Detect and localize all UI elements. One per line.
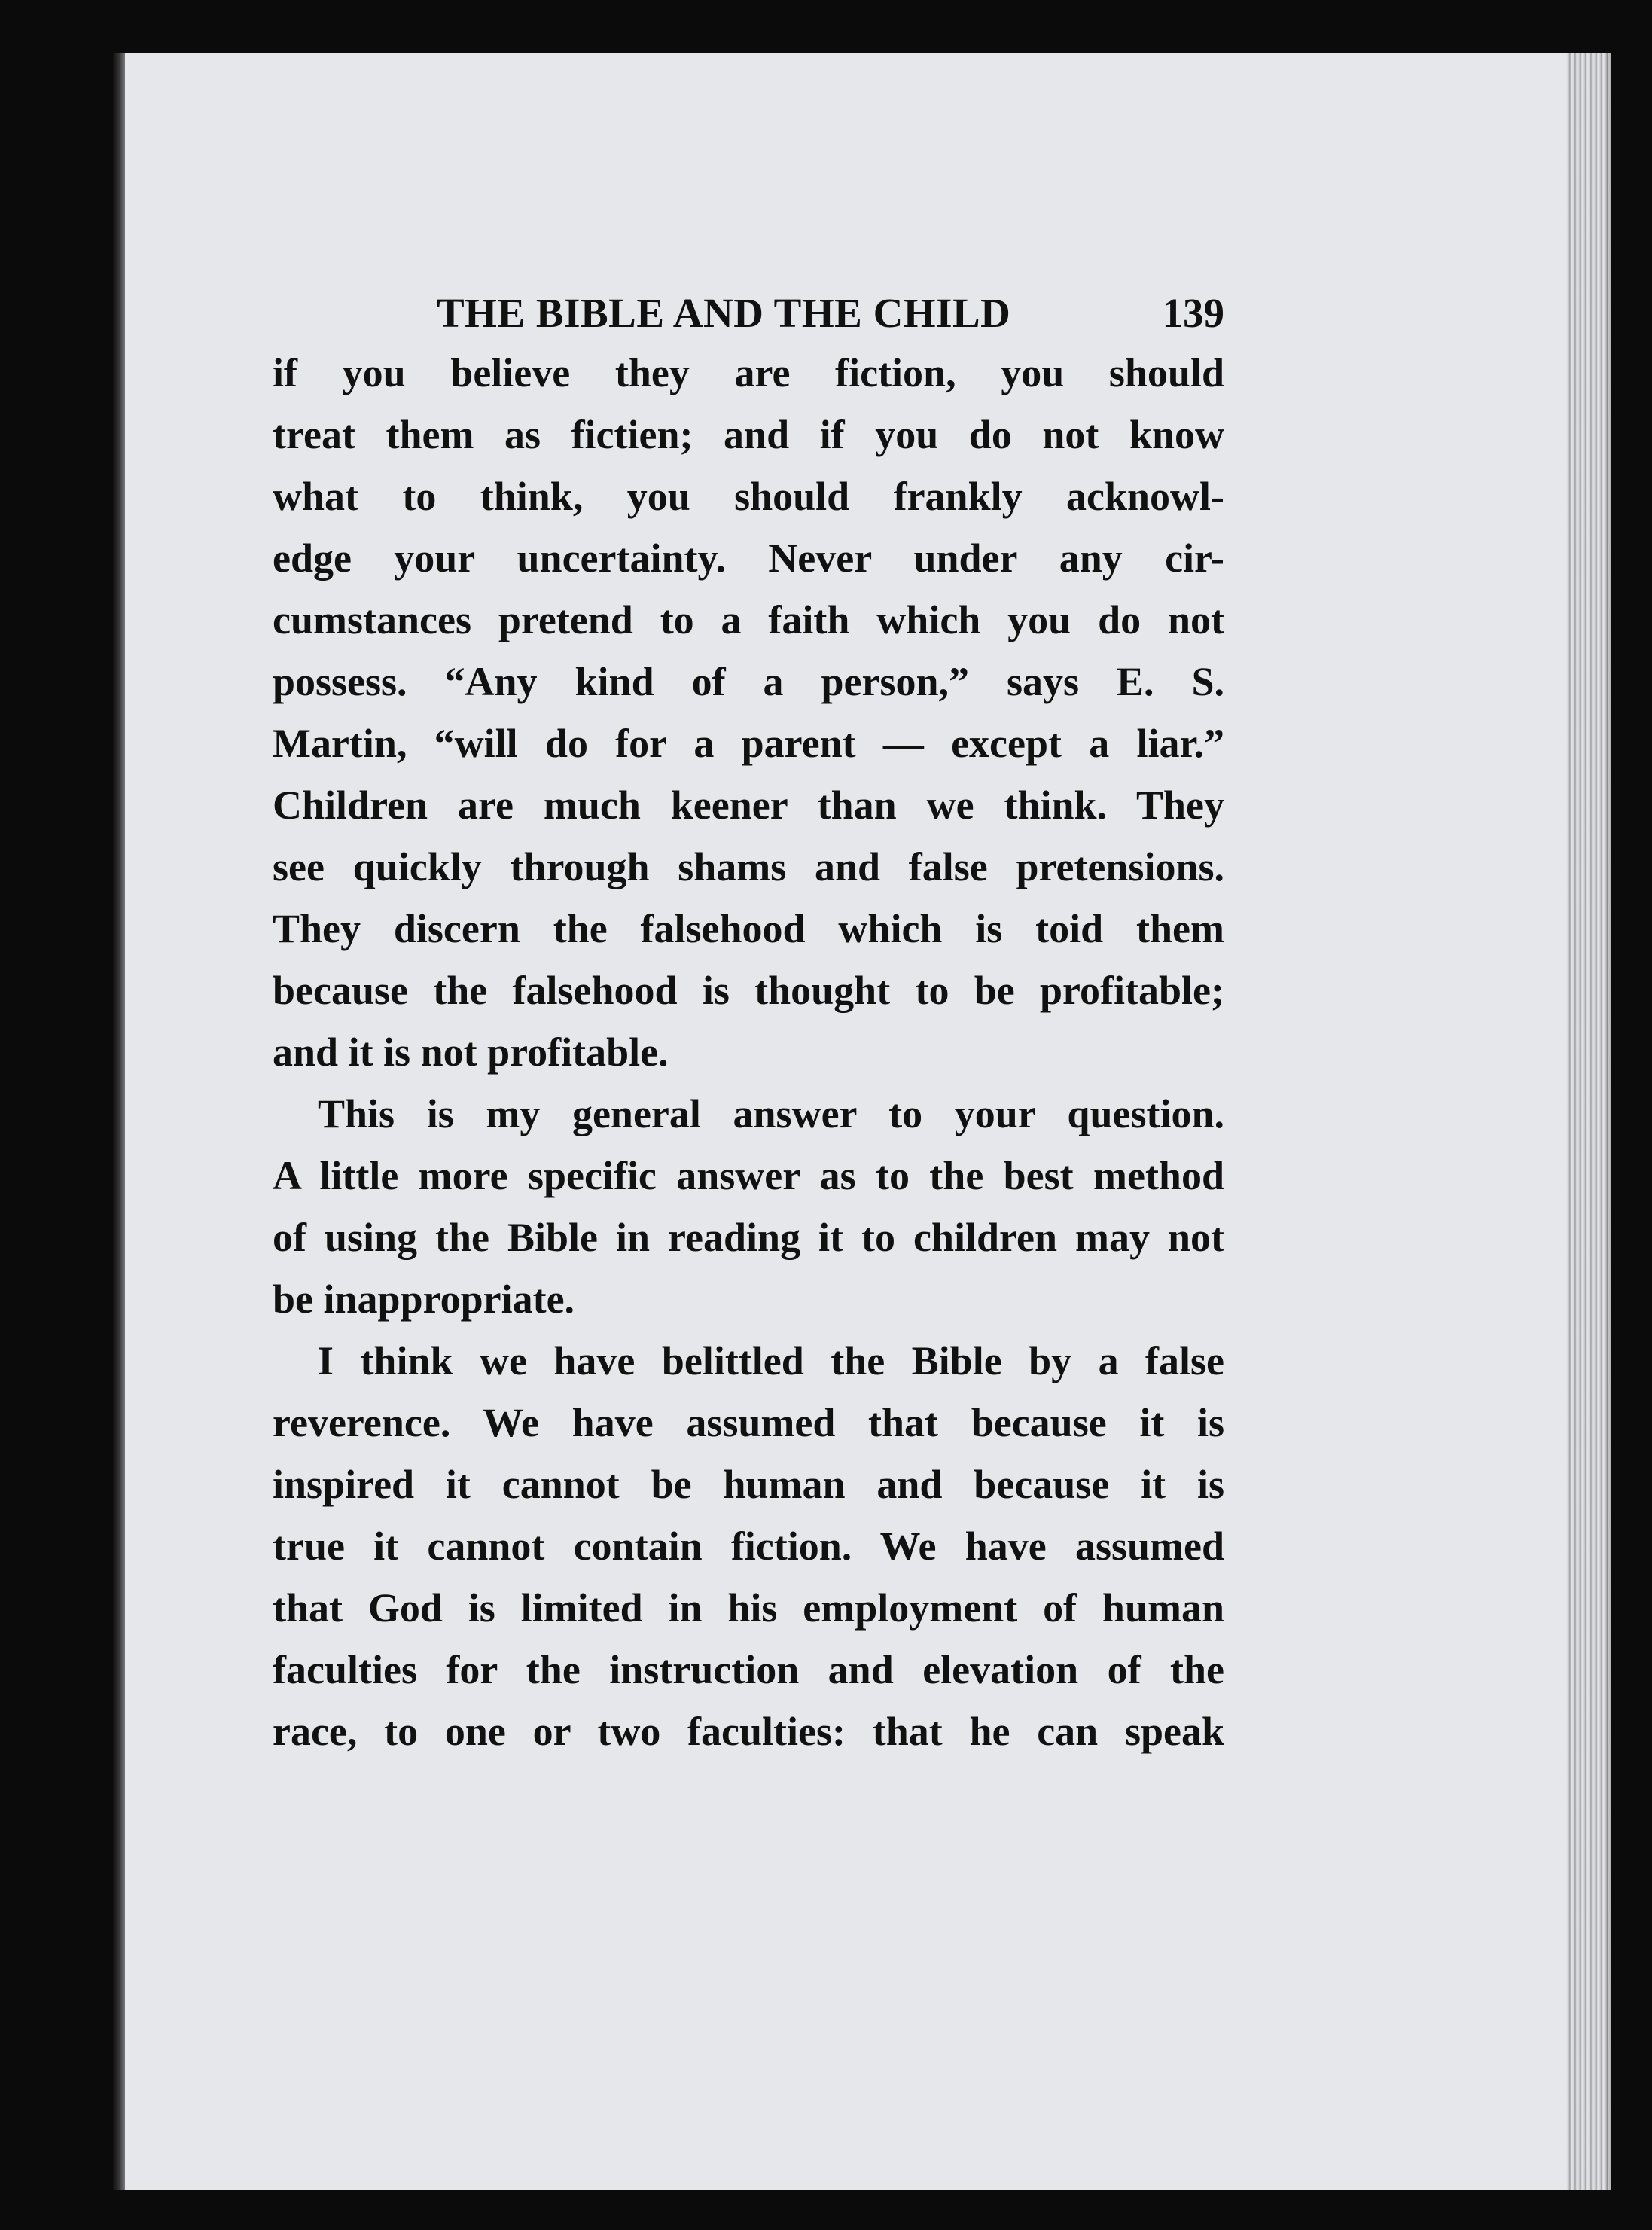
- text-line: This is my general answer to your question.: [318, 1091, 1224, 1136]
- text-line: reverence. We have assumed that because it is: [273, 1400, 1224, 1445]
- text-line: possess. “Any kind of a person,” says E. S.: [273, 659, 1224, 704]
- running-head: [273, 280, 1224, 342]
- paragraph-3: [273, 1330, 1224, 1762]
- text-line: I think we have belittled the Bible by a false: [318, 1338, 1224, 1383]
- text-line: and it is not profitable.: [273, 1030, 669, 1075]
- text-line: because the falsehood is thought to be profitable;: [273, 968, 1224, 1013]
- text-line: be inappropriate.: [273, 1277, 575, 1322]
- page-number: 139: [1162, 290, 1224, 336]
- text-line: cumstances pretend to a faith which you do not: [273, 597, 1224, 642]
- text-line: race, to one or two faculties: that he can speak: [273, 1709, 1224, 1754]
- text-line: what to think, you should frankly acknowl-: [273, 474, 1224, 519]
- text-line: of using the Bible in reading it to children may not: [273, 1215, 1224, 1260]
- text-line: if you believe they are fiction, you should: [273, 350, 1224, 395]
- text-line: faculties for the instruction and elevation of the: [273, 1647, 1224, 1692]
- text-line: Children are much keener than we think. They: [273, 782, 1224, 828]
- text-line: Martin, “will do for a parent — except a liar.”: [273, 721, 1224, 766]
- page-edge-stack: [1566, 53, 1611, 2190]
- text-line: treat them as fictien; and if you do not know: [273, 412, 1224, 457]
- text-line: true it cannot contain fiction. We have assumed: [273, 1524, 1224, 1569]
- text-line: A little more specific answer as to the best method: [273, 1153, 1224, 1198]
- text-line: see quickly through shams and false pretensions.: [273, 844, 1224, 889]
- paragraph-2: [273, 1083, 1224, 1330]
- paragraph-1: [273, 342, 1224, 1083]
- text-line: that God is limited in his employment of human: [273, 1585, 1224, 1631]
- text-line: edge your uncertainty. Never under any cir-: [273, 535, 1224, 581]
- page-text-block: [273, 280, 1224, 1762]
- running-head-title: THE BIBLE AND THE CHILD: [437, 290, 1011, 336]
- text-line: inspired it cannot be human and because it is: [273, 1462, 1224, 1507]
- text-line: They discern the falsehood which is toid them: [273, 906, 1224, 951]
